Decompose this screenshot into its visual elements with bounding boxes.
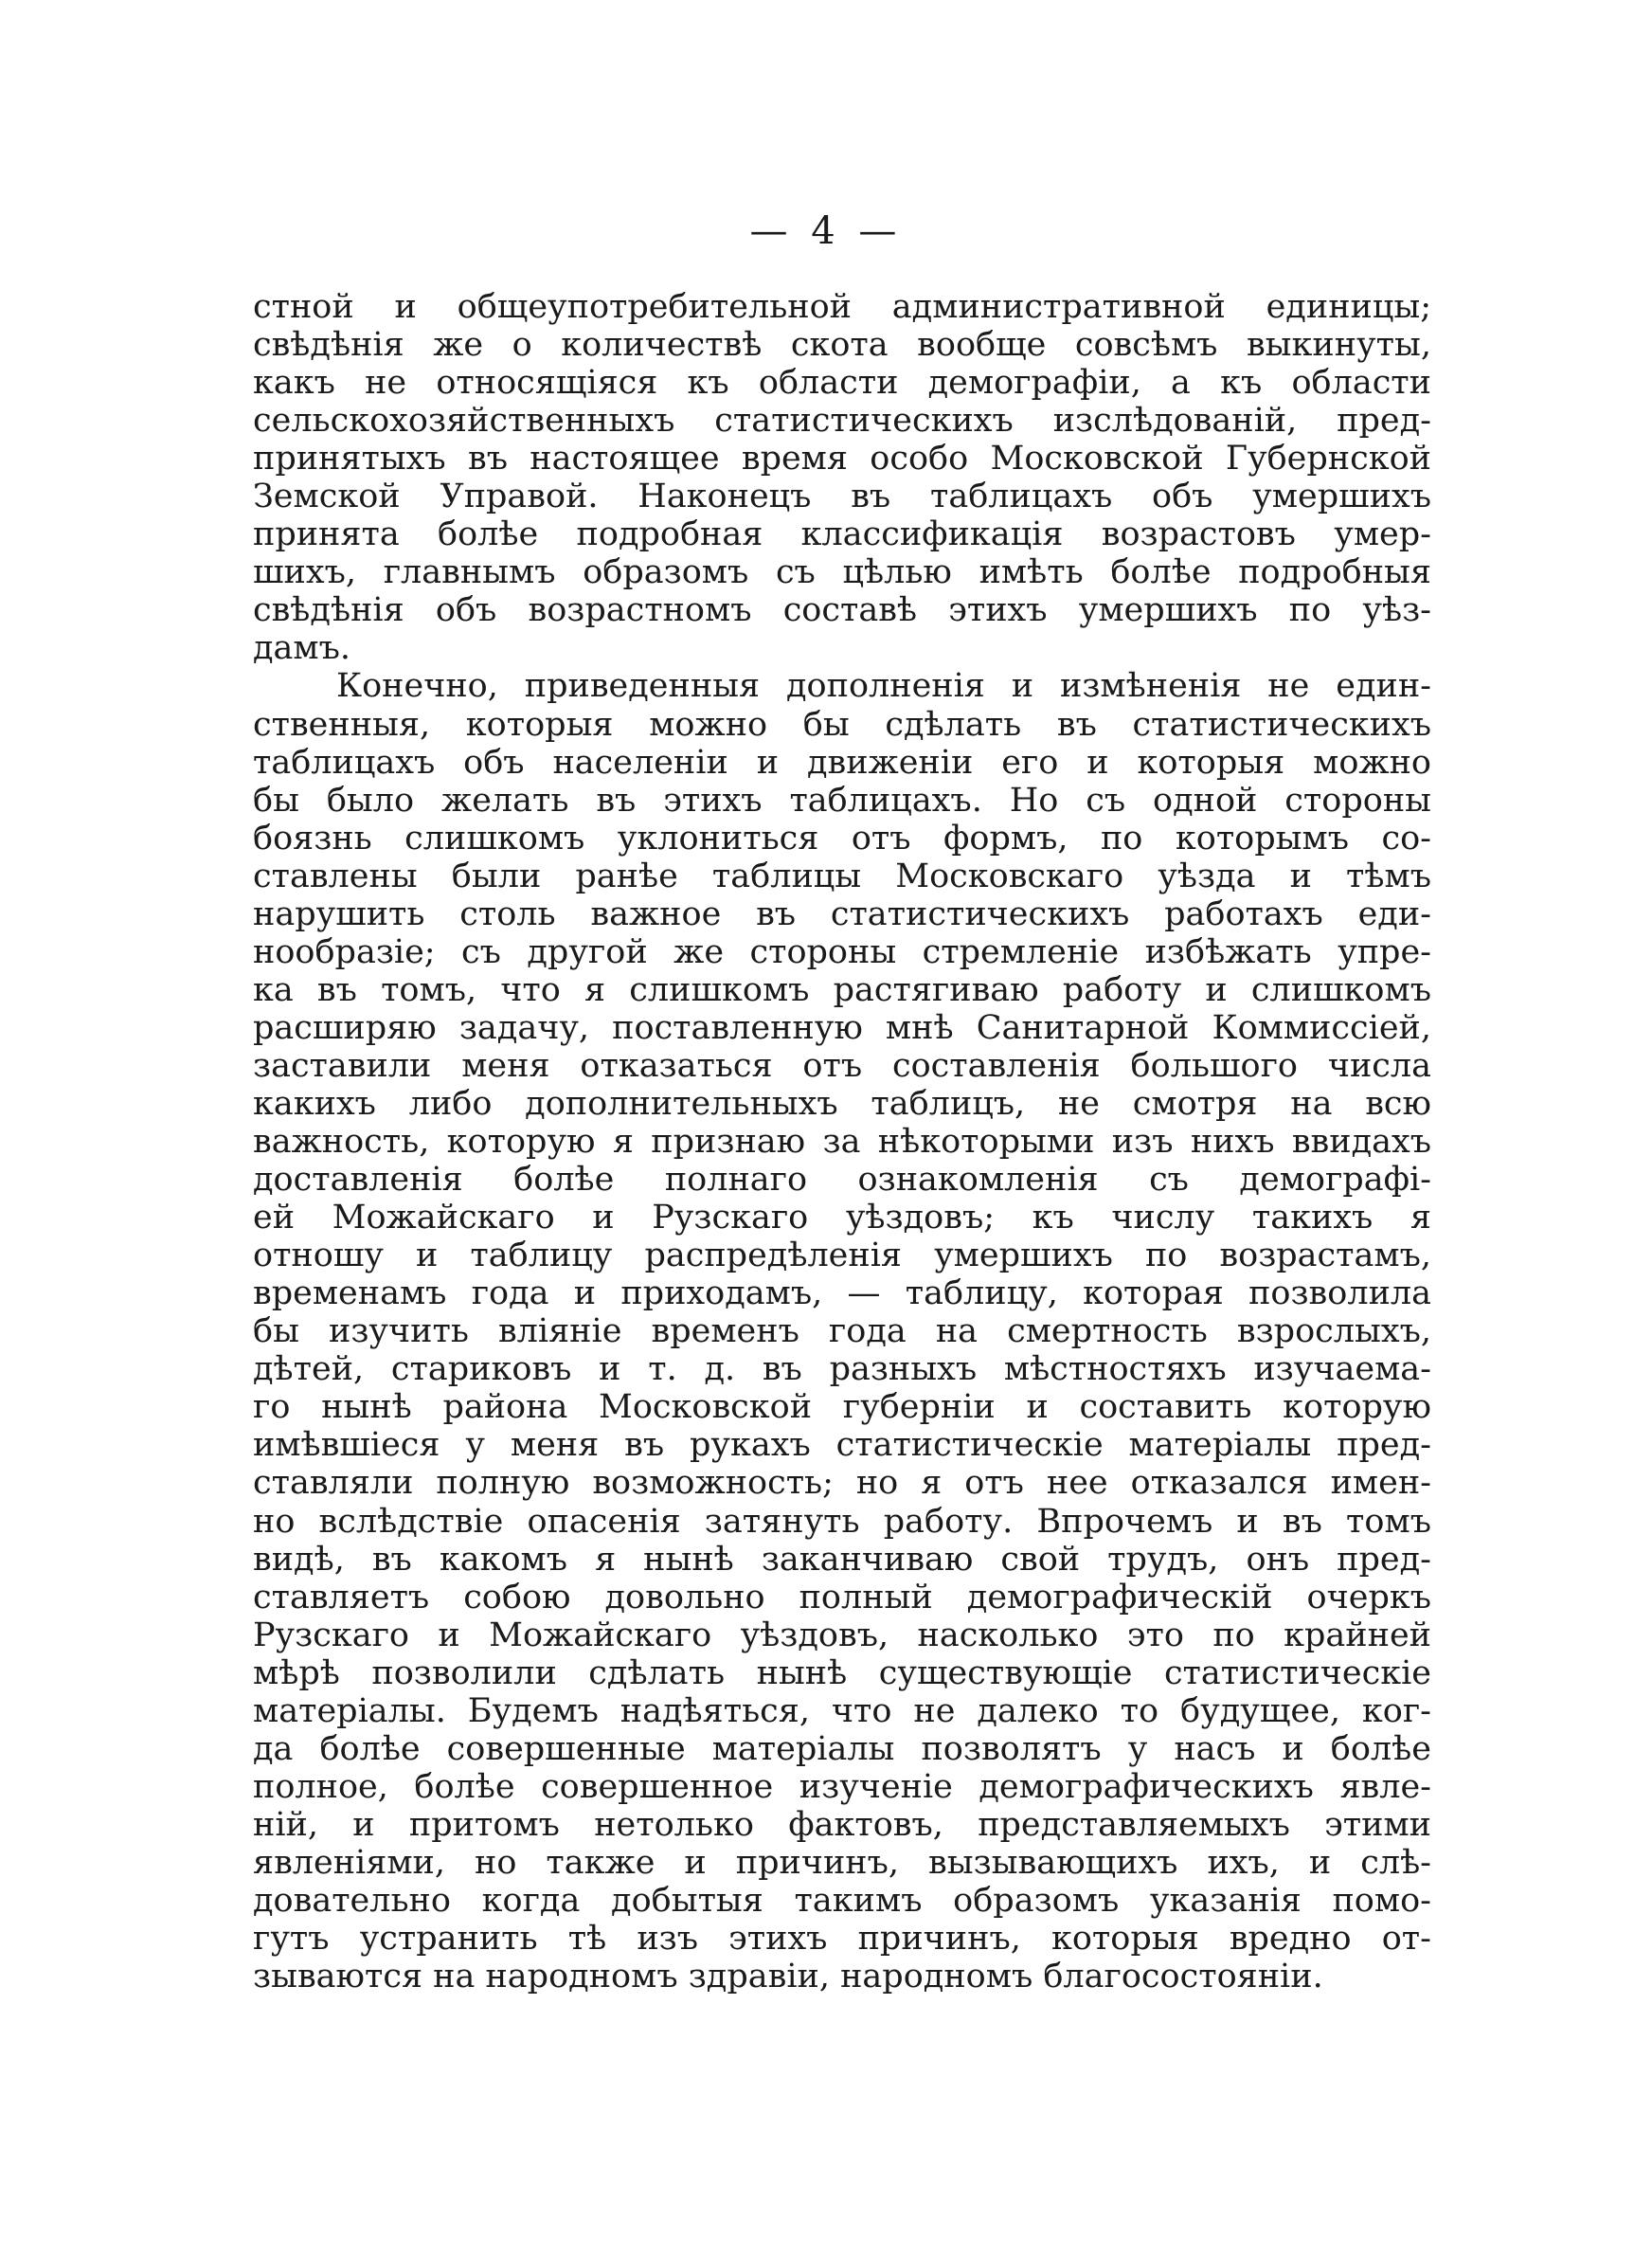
text-line: свѣдѣнія объ возрастномъ составѣ этихъ умершихъ по уѣз- bbox=[253, 591, 1431, 630]
text-line: но вслѣдствіе опасенія затянуть работу. Впрочемъ и въ томъ bbox=[253, 1502, 1431, 1541]
text-line: сельскохозяйственныхъ статистическихъ изслѣдованій, пред- bbox=[253, 402, 1431, 441]
text-line: ставляли полную возможность; но я отъ нее отказался имен- bbox=[253, 1464, 1431, 1503]
text-line: принятыхъ въ настоящее время особо Московской Губернской bbox=[253, 440, 1431, 478]
text-line: мѣрѣ позволили сдѣлать нынѣ существующіе статистическіе bbox=[253, 1653, 1431, 1692]
text-line: Рузскаго и Можайскаго уѣздовъ, насколько это по крайней bbox=[253, 1616, 1431, 1654]
text-line: явленіями, но также и причинъ, вызывающихъ ихъ, и слѣ- bbox=[253, 1843, 1431, 1882]
text-line: важность, которую я признаю за нѣкоторыми изъ нихъ ввидахъ bbox=[253, 1123, 1431, 1162]
text-line: матеріалы. Будемъ надѣяться, что не далеко то будущее, ког- bbox=[253, 1691, 1431, 1730]
text-line: заставили меня отказаться отъ составленія большого числа bbox=[253, 1046, 1431, 1085]
text-line: да болѣе совершенные матеріалы позволятъ у насъ и болѣе bbox=[253, 1729, 1431, 1768]
text-line: ей Можайскаго и Рузскаго уѣздовъ; къ числу такихъ я bbox=[253, 1199, 1431, 1237]
text-line: дамъ. bbox=[253, 629, 351, 668]
text-line: бы изучить вліяніе временъ года на смертность взрослыхъ, bbox=[253, 1312, 1431, 1351]
text-line: отношу и таблицу распредѣленія умершихъ по возрастамъ, bbox=[253, 1237, 1431, 1275]
text-line: шихъ, главнымъ образомъ съ цѣлью имѣть болѣе подробныя bbox=[253, 553, 1431, 592]
text-line: ставляетъ собою довольно полный демографическій очеркъ bbox=[253, 1578, 1431, 1616]
text-line: видѣ, въ какомъ я нынѣ заканчиваю свой трудъ, онъ пред- bbox=[253, 1540, 1431, 1579]
text-line: ка въ томъ, что я слишкомъ растягиваю работу и слишкомъ bbox=[253, 970, 1431, 1009]
text-line: Конечно, приведенныя дополненія и измѣненія не един- bbox=[336, 667, 1431, 706]
text-line: ставлены были ранѣе таблицы Московскаго уѣзда и тѣмъ bbox=[253, 857, 1431, 895]
text-line: стной и общеупотребительной административной единицы; bbox=[253, 288, 1431, 326]
text-line: какъ не относящіяся къ области демографіи, а къ области bbox=[253, 364, 1431, 403]
paragraph bbox=[253, 288, 1431, 667]
text-line: бы было желать въ этихъ таблицахъ. Но съ одной стороны bbox=[253, 781, 1431, 820]
text-line: нарушить столь важное въ статистическихъ работахъ еди- bbox=[253, 894, 1431, 933]
text-line: свѣдѣнія же о количествѣ скота вообще совсѣмъ выкинуты, bbox=[253, 326, 1431, 365]
text-line: временамъ года и приходамъ, — таблицу, которая позволила bbox=[253, 1274, 1431, 1313]
text-line: расширяю задачу, поставленную мнѣ Санитарной Коммиссіей, bbox=[253, 1008, 1431, 1047]
text-line: полное, болѣе совершенное изученіе демографическихъ явле- bbox=[253, 1767, 1431, 1806]
text-line: имѣвшіеся у меня въ рукахъ статистическіе матеріалы пред- bbox=[253, 1426, 1431, 1465]
text-line: дѣтей, стариковъ и т. д. въ разныхъ мѣстностяхъ изучаема- bbox=[253, 1350, 1431, 1389]
text-line: ственныя, которыя можно бы сдѣлать въ статистическихъ bbox=[253, 705, 1431, 744]
text-line: боязнь слишкомъ уклониться отъ формъ, по которымъ со- bbox=[253, 819, 1431, 858]
text-line: го нынѣ района Московской губерніи и составить которую bbox=[253, 1388, 1431, 1427]
text-line: Земской Управой. Наконецъ въ таблицахъ объ умершихъ bbox=[253, 478, 1431, 516]
text-line: гутъ устранить тѣ изъ этихъ причинъ, которыя вредно от- bbox=[253, 1920, 1431, 1959]
text-line: нообразіе; съ другой же стороны стремленіе избѣжать упре- bbox=[253, 932, 1431, 971]
text-line: таблицахъ объ населеніи и движеніи его и которыя можно bbox=[253, 743, 1431, 782]
text-line: ній, и притомъ нетолько фактовъ, представляемыхъ этими bbox=[253, 1805, 1431, 1844]
text-line: зываются на народномъ здравіи, народномъ благосостояніи. bbox=[253, 1958, 1323, 1996]
paragraph bbox=[253, 667, 1431, 1995]
text-line: довательно когда добытыя такимъ образомъ указанія помо- bbox=[253, 1881, 1431, 1920]
body-text bbox=[253, 288, 1431, 1995]
text-line: принята болѣе подробная классификація возрастовъ умер- bbox=[253, 515, 1431, 554]
page-number: — 4 — bbox=[749, 209, 903, 253]
text-line: доставленія болѣе полнаго ознакомленія съ демографі- bbox=[253, 1161, 1431, 1200]
text-line: какихъ либо дополнительныхъ таблицъ, не смотря на всю bbox=[253, 1084, 1431, 1123]
